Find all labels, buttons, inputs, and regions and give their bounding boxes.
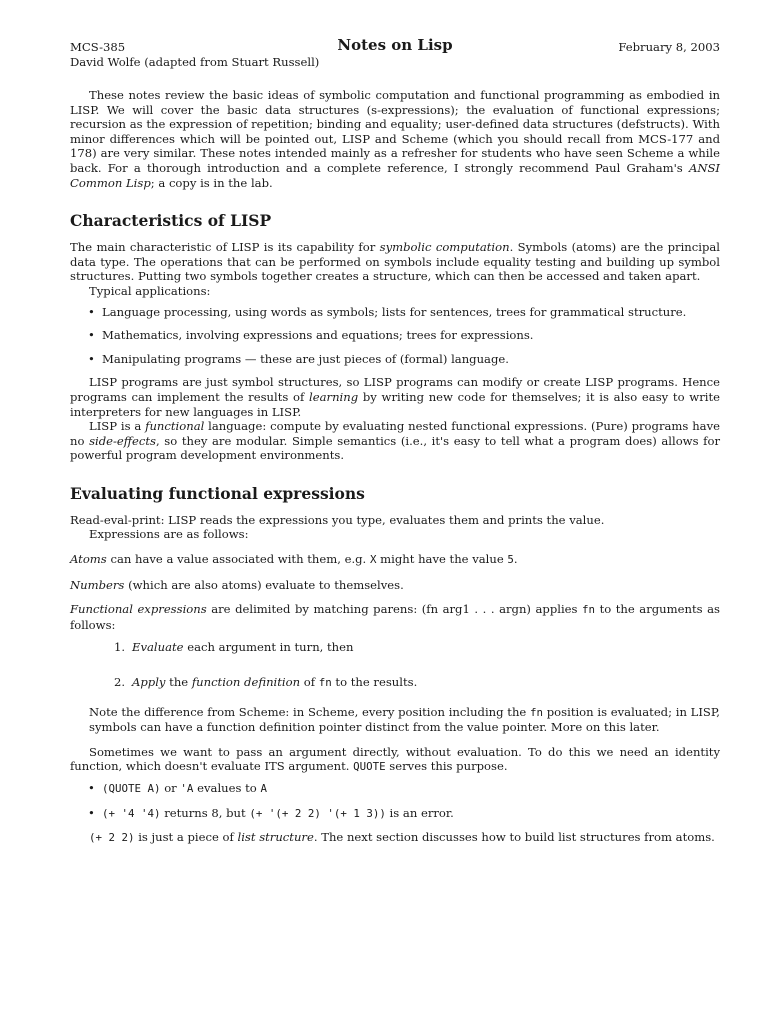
- scheme-note: Note the difference from Scheme: in Scheme, every position including the fn position is evaluated; in LISP, symbols can have a function definition pointer distinct from the value pointer. More on this later.: [89, 704, 720, 735]
- functional-paragraph: LISP is a functional language: compute by evaluating nested functional expressions. (Pure) programs have no side-effects, so they are modular. Simple semantics (i.e., it's easy to tell what a program does) allows for powerful program development environments.: [70, 419, 720, 463]
- list-item: • Language processing, using words as symbols; lists for sentences, trees for grammatical structure.: [88, 304, 687, 319]
- document-header: [70, 36, 720, 70]
- course-code: MCS-385: [70, 40, 126, 54]
- section-heading-characteristics: Characteristics of LISP: [70, 211, 272, 231]
- list-item: • Manipulating programs — these are just pieces of (formal) language.: [88, 351, 509, 366]
- bullet-icon: •: [88, 351, 95, 366]
- atoms-paragraph: Atoms can have a value associated with them, e.g. X might have the value 5.: [70, 552, 518, 567]
- bullet-icon: •: [88, 328, 95, 343]
- quote-examples-list: [70, 781, 720, 821]
- expressions-label: Expressions are as follows:: [89, 527, 249, 542]
- document-date: February 8, 2003: [618, 40, 720, 54]
- numbers-paragraph: Numbers (which are also atoms) evaluate to themselves.: [70, 577, 404, 592]
- bullet-icon: •: [88, 781, 95, 795]
- list-item: 1. Evaluate each argument in turn, then: [114, 640, 354, 655]
- document-title: Notes on Lisp: [337, 36, 453, 54]
- applications-list: [70, 305, 720, 367]
- author-line: David Wolfe (adapted from Stuart Russell): [70, 54, 320, 69]
- list-item: 2. Apply the function definition of fn to the results.: [114, 675, 418, 690]
- list-item: • (+ '4 '4) returns 8, but (+ '(+ 2 2) '(+ 1 3)) is an error.: [88, 805, 454, 820]
- section-heading-evaluating: Evaluating functional expressions: [70, 483, 365, 503]
- typical-applications-label: Typical applications:: [89, 283, 211, 298]
- programs-paragraph: LISP programs are just symbol structures, so LISP programs can modify or create LISP programs. Hence programs can implement the results of learning by writing new code for themselves; it is also easy to write interpreters for new languages in LISP.: [70, 375, 720, 419]
- read-eval-print-paragraph: Read-eval-print: LISP reads the expressions you type, evaluates them and prints the value.: [70, 512, 605, 527]
- evaluation-steps: [70, 640, 720, 690]
- list-structure-paragraph: (+ 2 2) is just a piece of list structure. The next section discusses how to build list structures from atoms.: [89, 830, 715, 845]
- quote-paragraph: Sometimes we want to pass an argument directly, without evaluation. To do this we need an identity function, which doesn't evaluate ITS argument. QUOTE serves this purpose.: [70, 744, 720, 774]
- bullet-icon: •: [88, 304, 95, 319]
- functional-expressions-paragraph: Functional expressions are delimited by matching parens: (fn arg1 . . . argn) applies fn to the arguments as follows:: [70, 602, 720, 632]
- list-item: • Mathematics, involving expressions and equations; trees for expressions.: [88, 328, 534, 343]
- bullet-icon: •: [88, 805, 95, 820]
- characteristics-paragraph: The main characteristic of LISP is its capability for symbolic computation. Symbols (atoms) are the principal data type. The operations that can be performed on symbols include equality testing and building up symbol structures. Putting two symbols together creates a structure, which can then be accessed and taken apart.: [70, 240, 720, 284]
- document-page: [70, 36, 720, 846]
- book-title: ANSI Common Lisp: [70, 160, 720, 190]
- list-item: • (QUOTE A) or 'A evalues to A: [88, 781, 267, 795]
- intro-paragraph: These notes review the basic ideas of symbolic computation and functional programming as embodied in LISP. We will cover the basic data structures (s-expressions); the evaluation of functional expressions; recursion as the expression of repetition; binding and equality; user-defined data structures (defstructs). With minor differences which will be pointed out, LISP and Scheme (which you should recall from MCS-177 and 178) are very similar. These notes intended mainly as a refresher for students who have seen Scheme a while back. For a thorough introduction and a complete reference, I strongly recommend Paul Graham's ANSI Common Lisp; a copy is in the lab.: [70, 88, 720, 190]
